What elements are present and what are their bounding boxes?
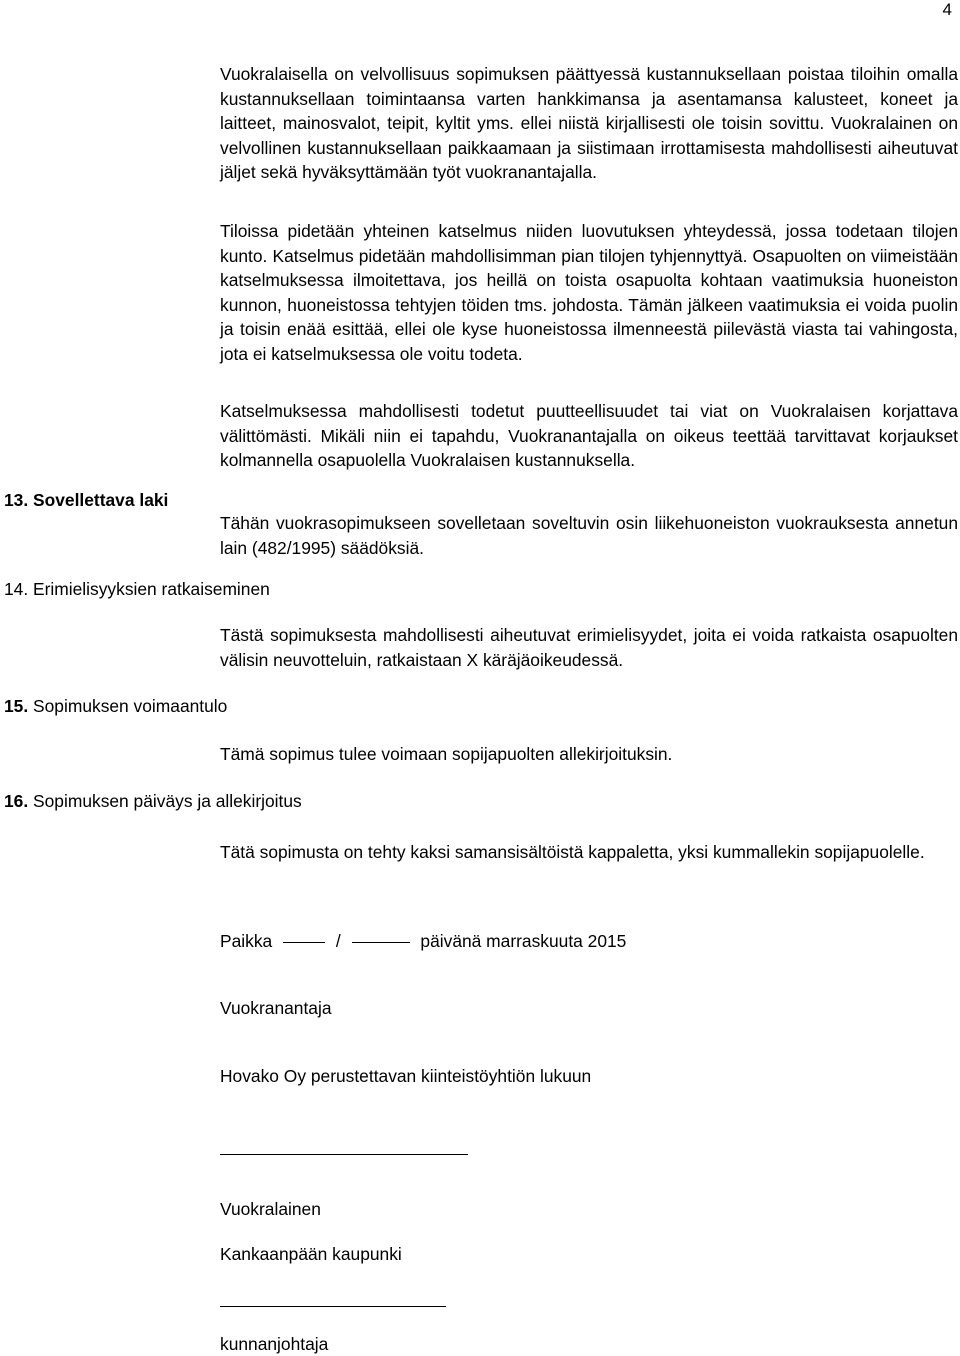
landlord-signature-line xyxy=(220,1154,468,1155)
tenant-name: Kankaanpään kaupunki xyxy=(220,1244,402,1264)
section-body-13: Tähän vuokrasopimukseen sovelletaan soveltuvin osin liikehuoneiston vuokrauksesta annetun lain (482/1995) säädöksiä. xyxy=(220,513,958,558)
section-body-16: Tätä sopimusta on tehty kaksi samansisältöistä kappaletta, yksi kummallekin sopijapuolelle. xyxy=(220,842,925,862)
date-slash: / xyxy=(335,931,341,951)
section-title: Sopimuksen päiväys ja allekirjoitus xyxy=(33,791,302,811)
place-label: Paikka xyxy=(220,931,273,951)
section-heading-15 xyxy=(4,695,227,717)
section-body-15: Tämä sopimus tulee voimaan sopijapuolten allekirjoituksin. xyxy=(220,744,673,764)
paragraph-defect-repair: Katselmuksessa mahdollisesti todetut puutteellisuudet tai viat on Vuokralaisen korjattava välittömästi. Mikäli niin ei tapahdu, Vuokranantajalla on oikeus teettää tarvittavat korjaukset kolmannella osapuolella Vuokralaisen kustannuksella. xyxy=(220,401,958,470)
section-number: 14. xyxy=(4,579,29,599)
section-heading-16 xyxy=(4,790,302,812)
section-title: Erimielisyyksien ratkaiseminen xyxy=(33,579,270,599)
landlord-name: Hovako Oy perustettavan kiinteistöyhtiön lukuun xyxy=(220,1066,592,1086)
page-number: 4 xyxy=(942,0,952,19)
date-blank xyxy=(352,941,410,943)
paragraph-inspection: Tiloissa pidetään yhteinen katselmus niiden luovutuksen yhteydessä, jossa todetaan tilojen kunto. Katselmus pidetään mahdollisimman pian tilojen tyhjennyttyä. Osapuolten on viimeistään katselmuksessa ilmoitettava, jos heillä on toista osapuolta kohtaan vaatimuksia huoneiston kunnon, huoneistossa tehtyjen töiden tms. johdosta. Tämän jälkeen vaatimuksia ei voida puolin ja toisin enää esittää, ellei ole kyse huoneistossa ilmenneestä piilevästä viasta tai vahingosta, jota ei katselmuksessa ole voitu todeta. xyxy=(220,221,958,364)
section-title: Sopimuksen voimaantulo xyxy=(33,696,228,716)
section-number: 16. xyxy=(4,791,29,811)
tenant-title: kunnanjohtaja xyxy=(220,1334,329,1354)
section-number: 13. xyxy=(4,490,29,510)
paragraph-removal-obligation: Vuokralaisella on velvollisuus sopimuksen päättyessä kustannuksellaan poistaa tiloihin omalla kustannuksellaan toimintaansa varten hankkimansa ja asentamansa kalusteet, koneet ja laitteet, mainosvalot, teipit, kyltit yms. ellei niistä kirjallisesti ole toisin sovittu. Vuokralainen on velvollinen kustannuksellaan paikkaamaan ja siistimaan irrottamisesta mahdollisesti aiheutuvat jäljet sekä hyväksyttämään työt vuokranantajalla. xyxy=(220,64,958,182)
section-heading-13 xyxy=(4,489,168,511)
date-text: päivänä marraskuuta 2015 xyxy=(420,931,627,951)
place-blank xyxy=(283,941,325,943)
section-heading-14 xyxy=(4,578,270,600)
section-title: Sovellettava laki xyxy=(33,490,169,510)
section-body-14: Tästä sopimuksesta mahdollisesti aiheutuvat erimielisyydet, joita ei voida ratkaista osapuolten välisin neuvotteluin, ratkaistaan X käräjäoikeudessä. xyxy=(220,625,958,670)
place-date-line xyxy=(220,930,626,952)
section-number: 15. xyxy=(4,696,29,716)
tenant-role: Vuokralainen xyxy=(220,1199,321,1219)
landlord-role: Vuokranantaja xyxy=(220,998,332,1018)
tenant-signature-line xyxy=(220,1306,446,1307)
